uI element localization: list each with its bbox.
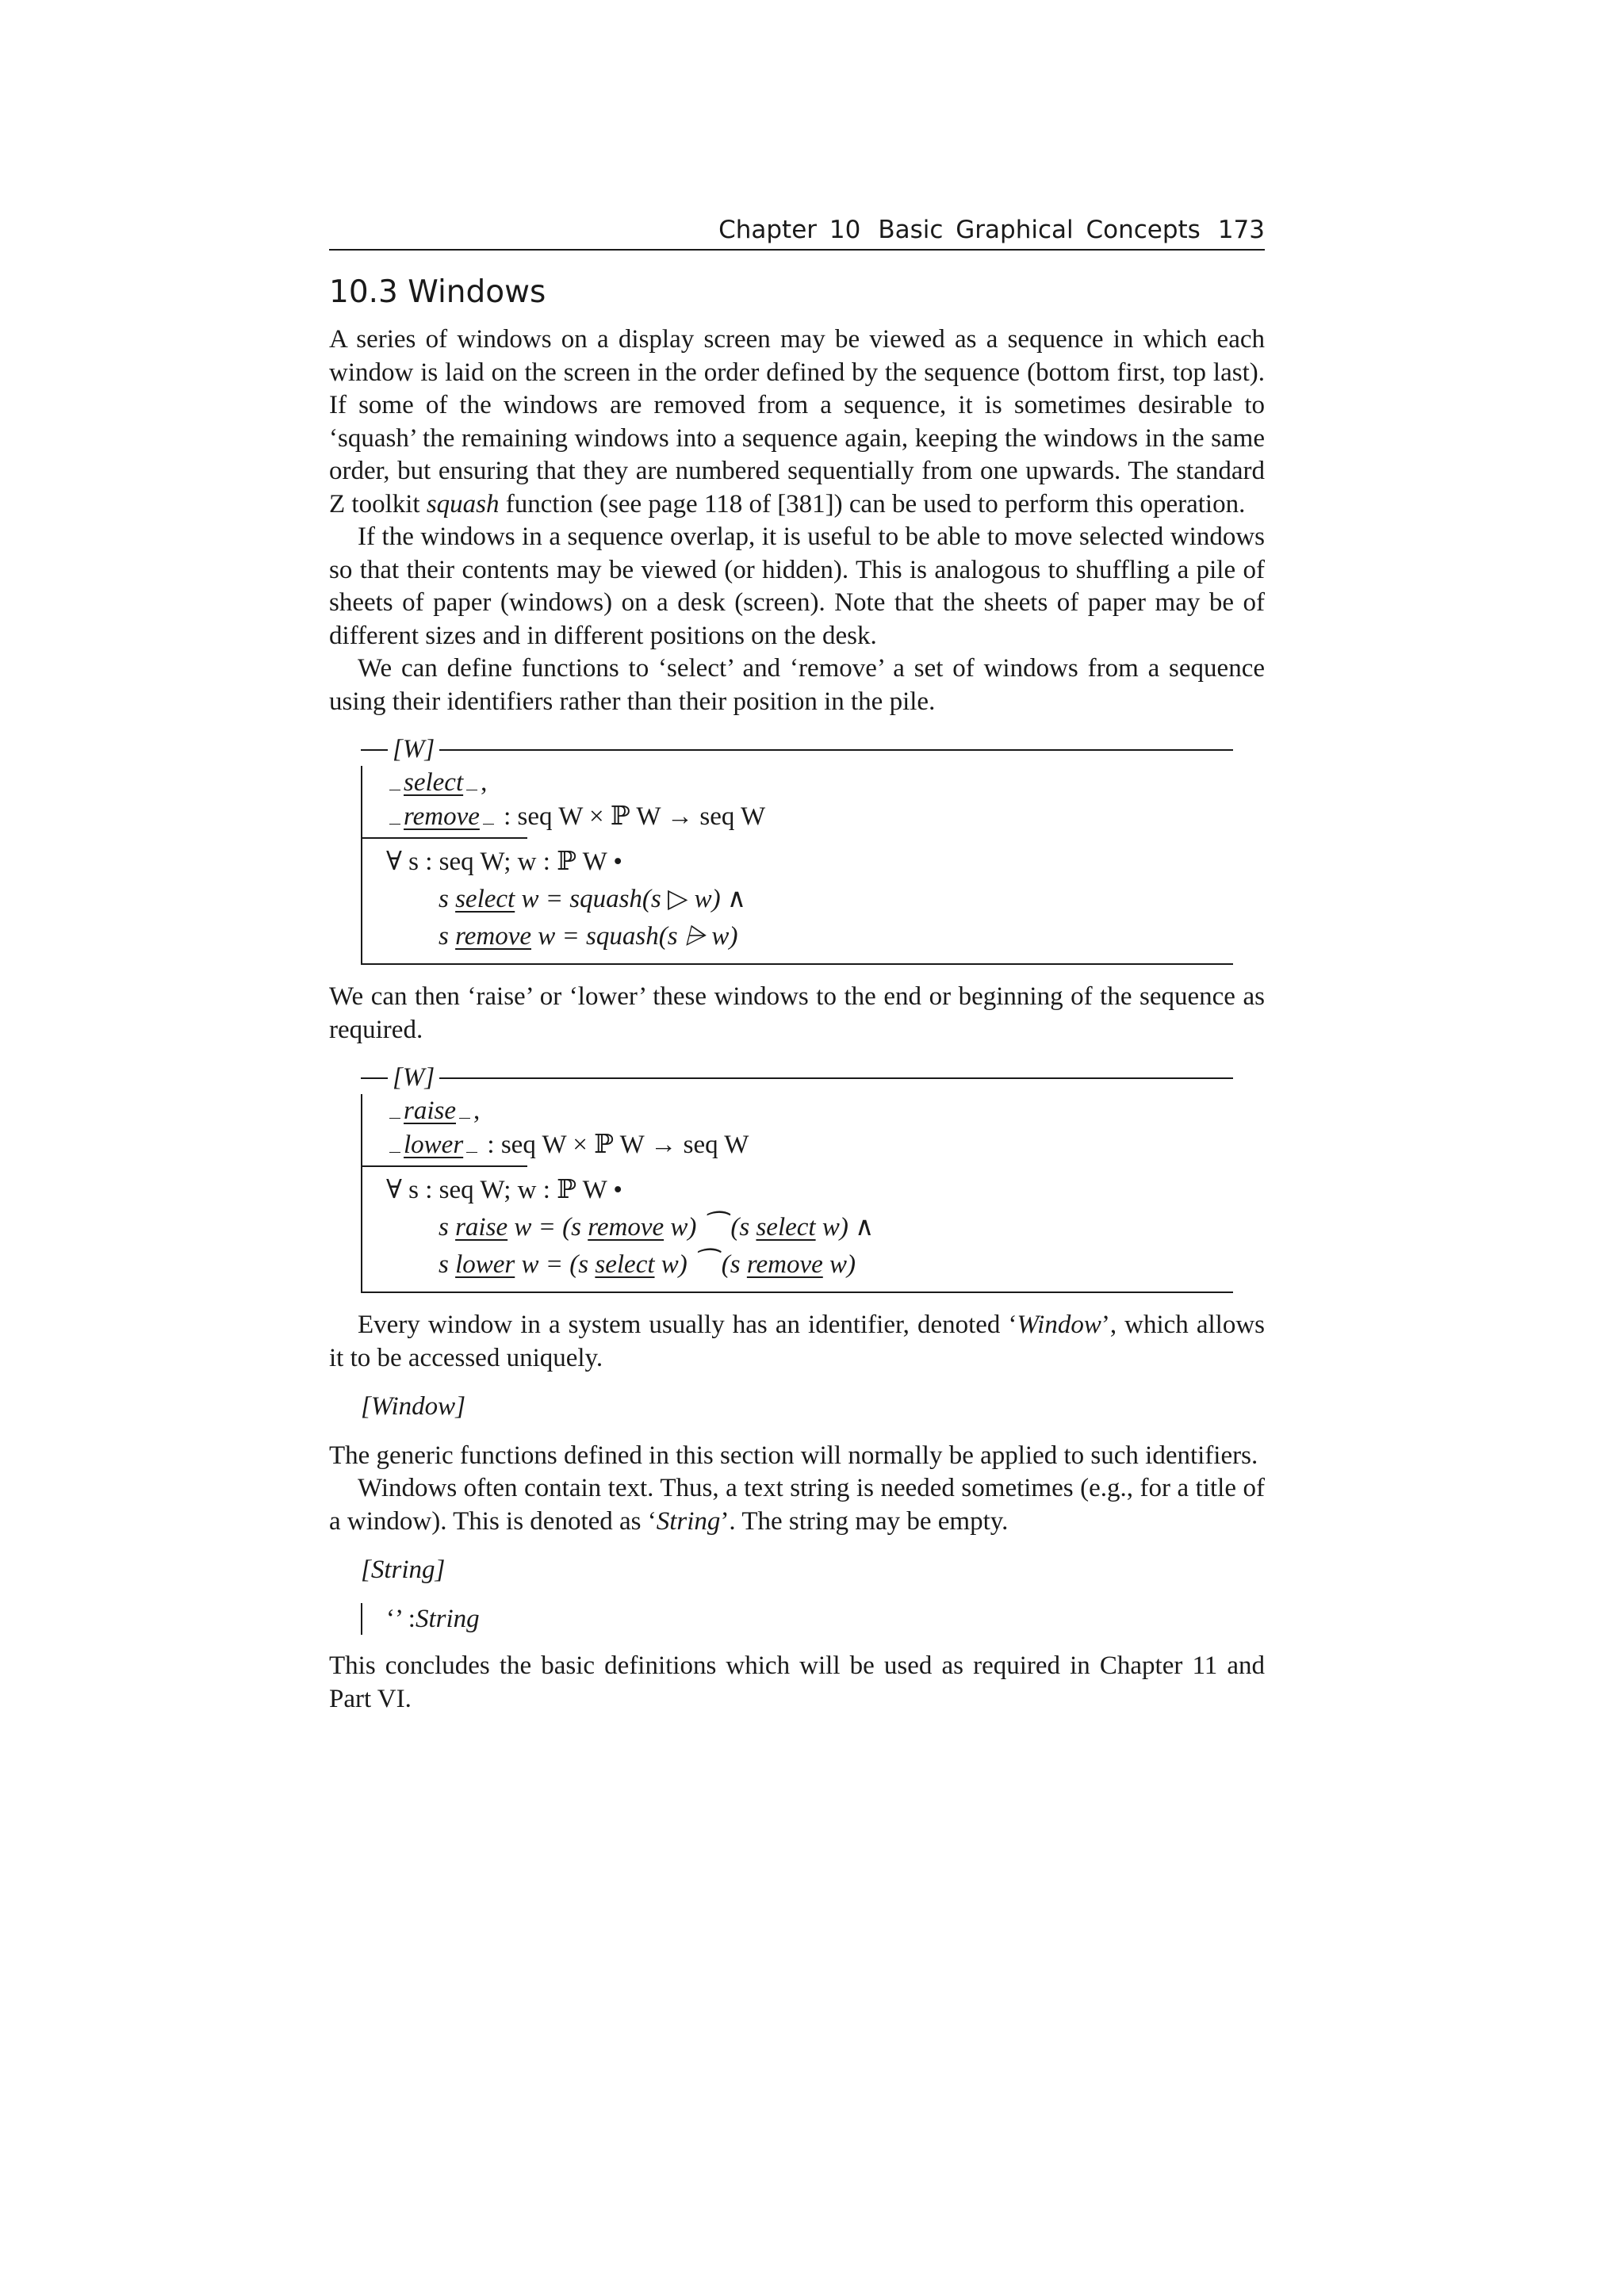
given-set-window: [Window]	[361, 1392, 466, 1421]
schema-parameter: [W]	[393, 1063, 435, 1093]
running-head	[329, 214, 1265, 251]
paragraph-7: Windows often contain text. Thus, a text string is needed sometimes (e.g., for a title of a window). This is denoted as ‘String’. The string may be empty.	[329, 1474, 1265, 1536]
schema-predicate: ∀ s : seq W; w : ℙ W •	[386, 1176, 622, 1204]
schema-parameter: [W]	[393, 735, 435, 764]
schema-declaration: raise ,	[386, 1094, 1233, 1128]
schema-declaration: lower : seq W × ℙ W → seq W	[386, 1128, 1233, 1162]
paragraph-3: We can define functions to ‘select’ and ‘remove’ a set of windows from a sequence using their identifiers rather than their position in the pile.	[329, 654, 1265, 716]
paragraph-4: We can then ‘raise’ or ‘lower’ these windows to the end or beginning of the sequence as required.	[329, 982, 1265, 1044]
page-number: 173	[1217, 216, 1265, 244]
paragraph-6: The generic functions defined in this section will normally be applied to such identifiers.	[329, 1441, 1258, 1470]
paragraph-1: A series of windows on a display screen may be viewed as a sequence in which each window is laid on the screen in the order defined by the sequence (bottom first, top last). If some of the windows are removed from a sequence, it is sometimes desirable to ‘squash’ the remaining windows into a sequence again, keeping the windows in the same order, but ensuring that they are numbered sequentially from one upwards. The standard Z toolkit squash function (see page 118 of [381]) can be used to perform this operation.	[329, 325, 1265, 519]
page-content	[329, 214, 1265, 1716]
schema-predicate: s remove w = squash(s ⩥ w)	[439, 922, 738, 951]
schema-predicate: s select w = squash(s ▷ w) ∧	[439, 885, 747, 913]
schema-declaration: remove : seq W × ℙ W → seq W	[386, 800, 1233, 834]
z-schema-select-remove	[361, 734, 1233, 965]
axdef-bar	[361, 1603, 362, 1635]
given-set-string: [String]	[361, 1556, 446, 1584]
paragraph-2: If the windows in a sequence overlap, it is useful to be able to move selected windows so that their contents may be viewed (or hidden). This is analogous to shuffling a pile of sheets of paper (windows) on a desk (screen). Note that the sheets of paper may be of different sizes and in different positions on the desk.	[329, 522, 1265, 650]
axiomatic-definition	[361, 1603, 1265, 1636]
paragraph-5: Every window in a system usually has an identifier, denoted ‘Window’, which allows it to be accessed uniquely.	[329, 1311, 1266, 1372]
schema-predicate: s lower w = (s select w) ⁀ (s remove w)	[439, 1250, 856, 1279]
schema-predicate: s raise w = (s remove w) ⁀ (s select w) ∧	[439, 1213, 875, 1242]
schema-predicate: ∀ s : seq W; w : ℙ W •	[386, 848, 622, 876]
paragraph-8: This concludes the basic definitions which will be used as required in Chapter 11 and Part VI.	[329, 1651, 1265, 1713]
z-schema-raise-lower	[361, 1062, 1233, 1293]
axdef-type: String	[415, 1604, 480, 1633]
chapter-title: Basic Graphical Concepts	[878, 216, 1201, 244]
axdef-value: ‘’ :	[386, 1604, 416, 1633]
schema-declaration: select ,	[386, 766, 1233, 800]
chapter-number: Chapter 10	[718, 216, 861, 244]
section-title: 10.3 Windows	[329, 274, 546, 310]
